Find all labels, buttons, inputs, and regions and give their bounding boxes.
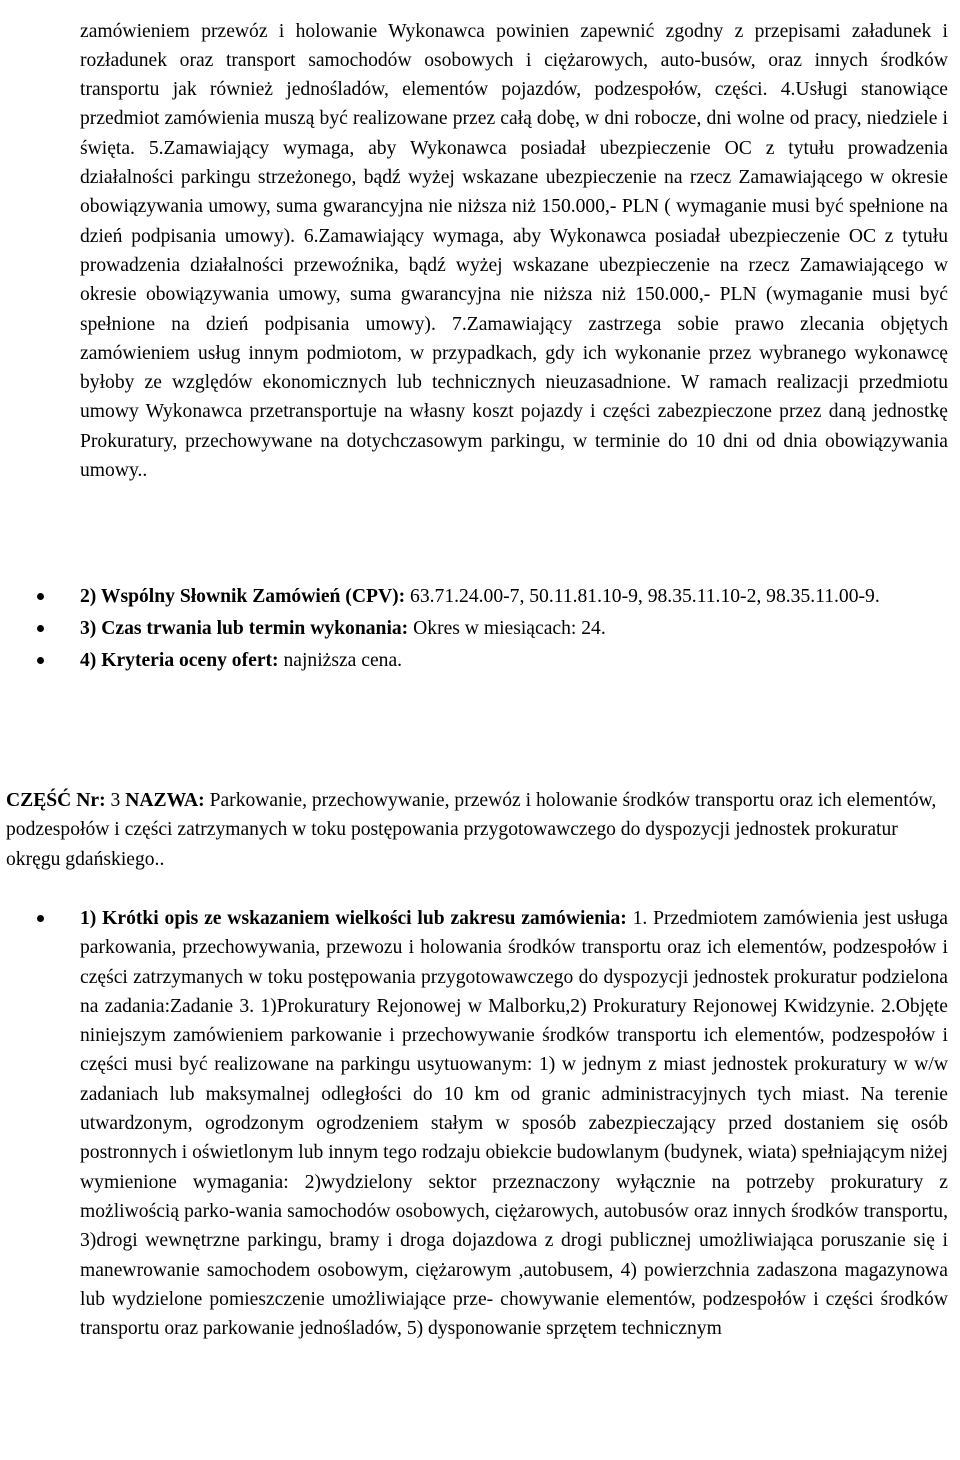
bullet-icon [37, 625, 44, 632]
name-label: NAZWA: [125, 790, 205, 811]
intro-paragraph: zamówieniem przewóz i holowanie Wykonawca powinien zapewnić zgodny z przepisami załadunek i rozładunek oraz transport samochodów osobowych i ciężarowych, auto-busów, oraz innych środków transportu jak również jednośladów, elementów pojazdów, podzespołów, części. 4.Usługi stanowiące przedmiot zamówienia muszą być realizowane przez całą dobę, w dni robocze, dni wolne od pracy, niedziele i święta. 5.Zamawiający wymaga, aby Wykonawca posiadał ubezpieczenie OC z tytułu prowadzenia działalności parkingu strzeżonego, bądź wyżej wskazane ubezpieczenie na rzecz Zamawiającego w okresie obowiązywania umowy, suma gwarancyjna nie niższa niż 150.000,- PLN ( wymaganie musi być spełnione na dzień podpisania umowy). 6.Zamawiający wymaga, aby Wykonawca posiadał ubezpieczenie OC z tytułu prowadzenia działalności przewoźnika, bądź wyżej wskazane ubezpieczenie na rzecz Zamawiającego w okresie obowiązywania umowy, suma gwarancyjna nie niższa niż 150.000,- PLN (wymaganie musi być spełnione na dzień podpisania umowy). 7.Zamawiający zastrzega sobie prawo zlecania objętych zamówieniem usług innym podmiotom, w przypadkach, gdy ich wykonanie przez wybranego wykonawcę byłoby ze względów ekonomicznych lub technicznych nieuzasadnione. W ramach realizacji przedmiotu umowy Wykonawca przetransportuje na własny koszt pojazdy i części zabezpieczone przez daną jednostkę Prokuratury, przechowywane na dotychczasowym parkingu, w terminie do 10 dni od dnia obowiązywania umowy.. [80, 20, 948, 482]
list-item-description [0, 904, 948, 1343]
list-item-duration [0, 614, 948, 643]
cpv-value: 63.71.24.00-7, 50.11.81.10-9, 98.35.11.10-2, 98.35.11.00-9. [405, 586, 880, 607]
duration-value: Okres w miesiącach: 24. [408, 618, 606, 640]
description-label: 1) Krótki opis ze wskazaniem wielkości lub zakresu zamówienia: [80, 908, 627, 929]
description-value: 1. Przedmiotem zamówienia jest usługa parkowania, przechowywania, przewozu i holowania środków transportu oraz ich elementów, podzespołów i części zatrzymanych w toku postępowania przygotowawczego do dyspozycji jednostek prokuratur podzielona na zadania:Zadanie 3. 1)Prokuratury Rejonowej w Malborku,2) Prokuratury Rejonowej Kwidzynie. 2.Objęte niniejszym zamówieniem parkowanie i przechowywanie środków transportu ich elementów, podzespołów i części musi być realizowane na parkingu usytuowanym: 1) w jednym z miast jednostek prokuratury w w/w zadaniach lub maksymalnej odległości do 10 km od granic administracyjnych tych miast. Na terenie utwardzonym, ogrodzonym ogrodzeniem stałym w sposób zabezpieczający przed dostaniem się osób postronnych i oświetlonym lub innym tego rodzaju obiekcie budowlanym (budynek, wiata) spełniającym niżej wymienione wymagania: 2)wydzielony sektor przeznaczony wyłącznie na potrzeby prokuratury z możliwością parko-wania samochodów osobowych, ciężarowych, autobusów oraz innych środków transportu, 3)drogi wewnętrzne parkingu, bramy i droga dojazdowa z drogi publicznej umożliwiająca poruszanie się i manewrowanie samochodem osobowym, ciężarowym ,autobusem, 4) powierzchnia zadaszona magazynowa lub wydzielone pomieszczenie umożliwiające prze- chowywanie elementów, podzespołów i części środków transportu oraz parkowanie jednośladów, 5) dysponowanie sprzętem technicznym [80, 908, 948, 1340]
criteria-value: najniższa cena. [278, 649, 403, 671]
section2-list [0, 582, 960, 675]
criteria-label: 4) Kryteria oceny ofert: [80, 649, 279, 671]
duration-label: 3) Czas trwania lub termin wykonania: [80, 618, 409, 640]
list-item-criteria [0, 646, 948, 675]
part-label: CZĘŚĆ Nr: [6, 790, 106, 811]
bullet-icon [37, 657, 44, 664]
part-number: 3 [105, 790, 126, 811]
list-item-cpv [0, 582, 948, 611]
bullet-icon [37, 915, 44, 922]
section3-header [6, 786, 954, 874]
cpv-label: 2) Wspólny Słownik Zamówień (CPV): [80, 586, 406, 607]
name-text: Parkowanie, przechowywanie, przewóz i holowanie środków transportu oraz ich elementów, podzespołów i części zatrzymanych w toku postępowania przygotowawczego do dyspozycji jednostek prokuratur okręgu gdańskiego.. [6, 790, 937, 870]
section3-list [0, 904, 960, 1343]
bullet-icon [37, 593, 44, 600]
